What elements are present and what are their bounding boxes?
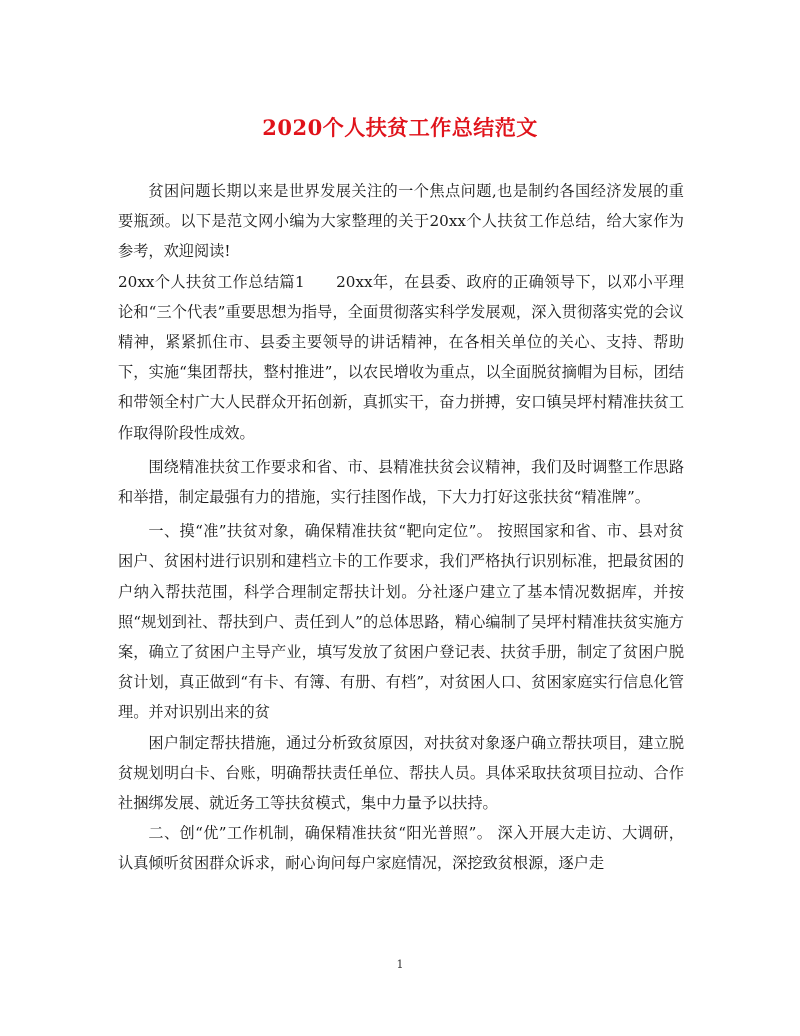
paragraph-section-1-continued: 困户制定帮扶措施，通过分析致贫原因，对扶贫对象逐户确立帮扶项目，建立脱贫规划明白卡、台账，明确帮扶责任单位、帮扶人员。具体采取扶贫项目拉动、合作社捆绑发展、就近务工等扶贫模式，集中力量予以扶持。 (118, 733, 684, 813)
paragraph-requirements: 围绕精准扶贫工作要求和省、市、县精准扶贫会议精神，我们及时调整工作思路和举措，制定最强有力的措施，实行挂图作战，下大力打好这张扶贫“精准牌”。 (118, 457, 684, 507)
paragraph-article-1: 20xx个人扶贫工作总结篇1 20xx年，在县委、政府的正确领导下，以邓小平理论和“三个代表”重要思想为指导，全面贯彻落实科学发展观，深入贯彻落实党的会议精神，紧紧抓住市、县委主要领导的讲话精神，在各相关单位的关心、支持、帮助下，实施“集团帮扶，整村推进”，以农民增收为重点，以全面脱贫摘帽为目标，团结和带领全村广大人民群众开拓创新，真抓实干，奋力拼搏，安口镇吴坪村精准扶贫工作取得阶段性成效。 (118, 272, 684, 442)
document-body (118, 176, 684, 879)
page-number: 1 (396, 958, 404, 971)
paragraph-section-1: 一、摸“准”扶贫对象，确保精准扶贫“靶向定位”。 按照国家和省、市、县对贫困户、贫困村进行识别和建档立卡的工作要求，我们严格执行识别标准，把最贫困的户纳入帮扶范围，科学合理制定帮扶计划。分社逐户建立了基本情况数据库，并按照“规划到社、帮扶到户、责任到人”的总体思路，精心编制了吴坪村精准扶贫实施方案，确立了贫困户主导产业，填写发放了贫困户登记表、扶贫手册，制定了贫困户脱贫计划，真正做到“有卡、有簿、有册、有档”，对贫困人口、贫困家庭实行信息化管理。并对识别出来的贫 (118, 522, 684, 722)
document-title: 2020个人扶贫工作总结范文 (262, 115, 538, 140)
paragraph-intro: 贫困问题长期以来是世界发展关注的一个焦点问题,也是制约各国经济发展的重要瓶颈。以下是范文网小编为大家整理的关于20xx个人扶贫工作总结，给大家作为参考，欢迎阅读! (118, 182, 684, 261)
paragraph-section-2: 二、创“优”工作机制，确保精准扶贫“阳光普照”。 深入开展大走访、大调研，认真倾听贫困群众诉求，耐心询问每户家庭情况，深挖致贫根源，逐户走 (118, 824, 684, 873)
